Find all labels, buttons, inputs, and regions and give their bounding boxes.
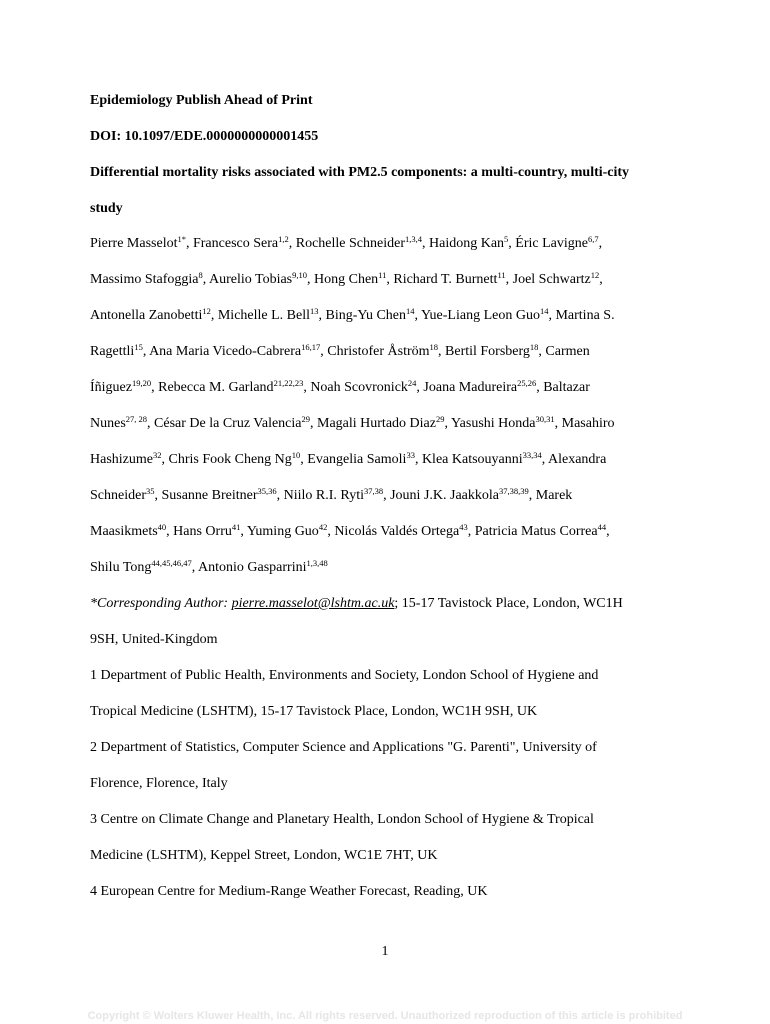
author-line: Massimo Stafoggia$^8$, Aurelio Tobias$^{9,10}$, Hong Chen$^{11}$, Richard T. Burnett$^{11}$, Joel Schwartz$^{12}$, — [90, 270, 603, 287]
author-name: Evangelia Samoli — [307, 452, 407, 467]
author-affiliation-marker: 11 — [378, 270, 387, 280]
author-affiliation-marker: 44 — [597, 522, 607, 532]
author-affiliation-marker: 41 — [231, 522, 241, 532]
author-name: Yue-Liang Leon Guo — [421, 308, 540, 323]
author-name: Bertil Forsberg — [445, 344, 530, 359]
corresponding-label: *Corresponding Author: — [90, 596, 232, 611]
author-name: Antonella Zanobetti — [90, 308, 203, 323]
affiliation-3-line-2: Medicine (LSHTM), Keppel Street, London, WC1E 7HT, UK — [90, 848, 438, 863]
author-name: Hashizume — [90, 452, 153, 467]
author-name: Rebecca M. Garland — [158, 380, 274, 395]
author-affiliation-marker: 12 — [202, 306, 211, 316]
author-name: Jouni J.K. Jaakkola — [390, 488, 499, 503]
author-name: Michelle L. Bell — [217, 308, 311, 323]
author-affiliation-marker: 33 — [406, 450, 415, 460]
author-name: Joel Schwartz — [512, 272, 591, 287]
author-name: Maasikmets — [90, 524, 158, 539]
author-affiliation-marker: 37,38 — [363, 486, 384, 496]
author-name: Schneider — [90, 488, 146, 503]
affiliation-3-line-1: 3 Centre on Climate Change and Planetary Health, London School of Hygiene & Tropical — [90, 812, 594, 827]
author-name: Niilo R.I. Ryti — [283, 488, 364, 503]
author-affiliation-marker: 37,38,39 — [499, 486, 529, 496]
author-name: Shilu Tong — [90, 560, 152, 575]
author-line: Maasikmets$^{40}$, Hans Orru$^{41}$, Yuming Guo$^{42}$, Nicolás Valdés Ortega$^{43}$, Patricia Matus Correa$^{44}$, — [90, 522, 610, 539]
article-title-line-1: Differential mortality risks associated with PM2.5 components: a multi-country, multi-city — [90, 165, 630, 180]
author-name: Magali Hurtado Diaz — [317, 416, 436, 431]
corresponding-address: ; 15-17 Tavistock Place, London, WC1H — [394, 596, 623, 611]
author-name: Haidong Kan — [429, 236, 505, 251]
author-line: Íñiguez$^{19,20}$, Rebecca M. Garland$^{21,22,23}$, Noah Scovronick$^{24}$, Joana Madureira$^{25,26}$, Baltazar — [90, 378, 590, 395]
author-affiliation-marker: 42 — [318, 522, 328, 532]
author-affiliation-marker: 5 — [504, 234, 509, 244]
author-line: Nunes$^{27, 28}$, César De la Cruz Valencia$^{29}$, Magali Hurtado Diaz$^{29}$, Yasushi Honda$^{30,31}$, Masahiro — [90, 414, 615, 431]
author-affiliation-marker: 18 — [529, 342, 539, 352]
author-affiliation-marker: 12 — [590, 270, 600, 280]
author-affiliation-marker: 6,7 — [587, 234, 599, 244]
author-line: Ragettli$^{15}$, Ana Maria Vicedo-Cabrera$^{16,17}$, Christofer Åström$^{18}$, Bertil Forsberg$^{18}$, Carmen — [90, 342, 590, 359]
affiliation-4-line-1: 4 European Centre for Medium-Range Weather Forecast, Reading, UK — [90, 884, 488, 899]
author-name: Ragettli — [90, 344, 135, 359]
author-name: Bing-Yu Chen — [325, 308, 407, 323]
author-name: Yuming Guo — [246, 524, 319, 539]
author-affiliation-marker: 24 — [407, 378, 417, 388]
author-affiliation-marker: 18 — [429, 342, 439, 352]
author-name: Pierre Masselot — [90, 236, 178, 251]
article-title-line-2: study — [90, 201, 123, 216]
author-affiliation-marker: 44,45,46,47 — [151, 558, 192, 568]
affiliation-2-line-2: Florence, Florence, Italy — [90, 776, 228, 791]
corresponding-address-line-2: 9SH, United-Kingdom — [90, 632, 218, 647]
author-affiliation-marker: 10 — [291, 450, 301, 460]
author-name: Nicolás Valdés Ortega — [334, 524, 460, 539]
author-affiliation-marker: 1,3,48 — [306, 558, 328, 568]
author-affiliation-marker: 14 — [406, 306, 415, 316]
author-name: Masahiro — [561, 416, 615, 431]
author-affiliation-marker: 35,36 — [257, 486, 277, 496]
affiliation-2-line-1: 2 Department of Statistics, Computer Science and Applications "G. Parenti", University of — [90, 740, 597, 755]
journal-heading: Epidemiology Publish Ahead of Print — [90, 93, 313, 108]
affiliation-1-line-2: Tropical Medicine (LSHTM), 15-17 Tavistock Place, London, WC1H 9SH, UK — [90, 704, 538, 719]
author-affiliation-marker: 15 — [134, 342, 143, 352]
author-affiliation-marker: 19,20 — [131, 378, 152, 388]
author-name: Aurelio Tobias — [208, 272, 293, 287]
author-name: Antonio Gasparrini — [198, 560, 307, 575]
author-name: Yasushi Honda — [450, 416, 536, 431]
author-name: Marek — [535, 488, 573, 503]
copyright-footer: Copyright © Wolters Kluwer Health, Inc. All rights reserved. Unauthorized reproduction of this article is prohibited — [87, 1010, 683, 1022]
corresponding-author — [90, 595, 690, 613]
author-line: Pierre Masselot$^{1*}$, Francesco Sera$^{1,2}$, Rochelle Schneider$^{1,3,4}$, Haidong Kan$^5$, Éric Lavigne$^{6,7}$, — [90, 234, 603, 251]
author-name: César De la Cruz Valencia — [154, 416, 302, 431]
author-affiliation-marker: 8 — [198, 270, 203, 280]
author-affiliation-marker: 43 — [459, 522, 468, 532]
author-affiliation-marker: 27, 28 — [125, 414, 148, 424]
author-name: Martina S. — [555, 308, 615, 323]
author-name: Klea Katsouyanni — [421, 452, 523, 467]
author-affiliation-marker: 1,2 — [278, 234, 289, 244]
author-name: Íñiguez — [90, 380, 132, 395]
author-affiliation-marker: 35 — [145, 486, 155, 496]
author-affiliation-marker: 1* — [177, 234, 186, 244]
author-affiliation-marker: 21,22,23 — [273, 378, 304, 388]
affiliation-1-line-1: 1 Department of Public Health, Environments and Society, London School of Hygiene and — [90, 668, 599, 683]
author-affiliation-marker: 14 — [539, 306, 549, 316]
author-name: Chris Fook Cheng Ng — [168, 452, 292, 467]
author-line: Antonella Zanobetti$^{12}$, Michelle L. Bell$^{13}$, Bing-Yu Chen$^{14}$, Yue-Liang Leon Guo$^{14}$, Martina S. — [90, 306, 615, 323]
author-name: Joana Madureira — [423, 380, 518, 395]
author-affiliation-marker: 40 — [157, 522, 167, 532]
author-name: Massimo Stafoggia — [90, 272, 199, 287]
author-name: Carmen — [545, 344, 590, 359]
author-affiliation-marker: 29 — [435, 414, 445, 424]
author-name: Patricia Matus Correa — [474, 524, 598, 539]
author-affiliation-marker: 30,31 — [535, 414, 555, 424]
corresponding-email-link[interactable]: pierre.masselot@lshtm.ac.uk — [231, 596, 395, 611]
author-line: Shilu Tong$^{44,45,46,47}$, Antonio Gasparrini$^{1,3,48}$ — [90, 558, 328, 575]
author-affiliation-marker: 33,34 — [522, 450, 542, 460]
author-name: Christofer Åström — [327, 344, 430, 359]
author-affiliation-marker: 1,3,4 — [405, 234, 422, 244]
author-line: Schneider$^{35}$, Susanne Breitner$^{35,36}$, Niilo R.I. Ryti$^{37,38}$, Jouni J.K. Jaakkola$^{37,38,39}$, Marek — [90, 486, 573, 503]
author-name: Nunes — [90, 416, 126, 431]
author-affiliation-marker: 32 — [152, 450, 162, 460]
author-name: Baltazar — [543, 380, 590, 395]
author-name: Susanne Breitner — [161, 488, 258, 503]
author-name: Alexandra — [548, 452, 607, 467]
author-affiliation-marker: 9,10 — [292, 270, 307, 280]
author-affiliation-marker: 11 — [497, 270, 506, 280]
author-name: Richard T. Burnett — [393, 272, 498, 287]
author-name: Hans Orru — [173, 524, 232, 539]
author-name: Éric Lavigne — [515, 236, 588, 251]
author-name: Francesco Sera — [192, 236, 279, 251]
author-name: Hong Chen — [314, 272, 379, 287]
page-number: 1 — [381, 944, 389, 959]
doi: DOI: 10.1097/EDE.0000000000001455 — [90, 129, 319, 144]
author-name: Ana Maria Vicedo-Cabrera — [149, 344, 302, 359]
author-affiliation-marker: 13 — [310, 306, 319, 316]
author-name: Rochelle Schneider — [295, 236, 405, 251]
author-line: Hashizume$^{32}$, Chris Fook Cheng Ng$^{10}$, Evangelia Samoli$^{33}$, Klea Katsouyanni$^{33,34}$, Alexandra — [90, 450, 607, 467]
author-name: Noah Scovronick — [310, 380, 408, 395]
author-affiliation-marker: 25,26 — [517, 378, 537, 388]
author-affiliation-marker: 16,17 — [301, 342, 321, 352]
author-affiliation-marker: 29 — [301, 414, 310, 424]
